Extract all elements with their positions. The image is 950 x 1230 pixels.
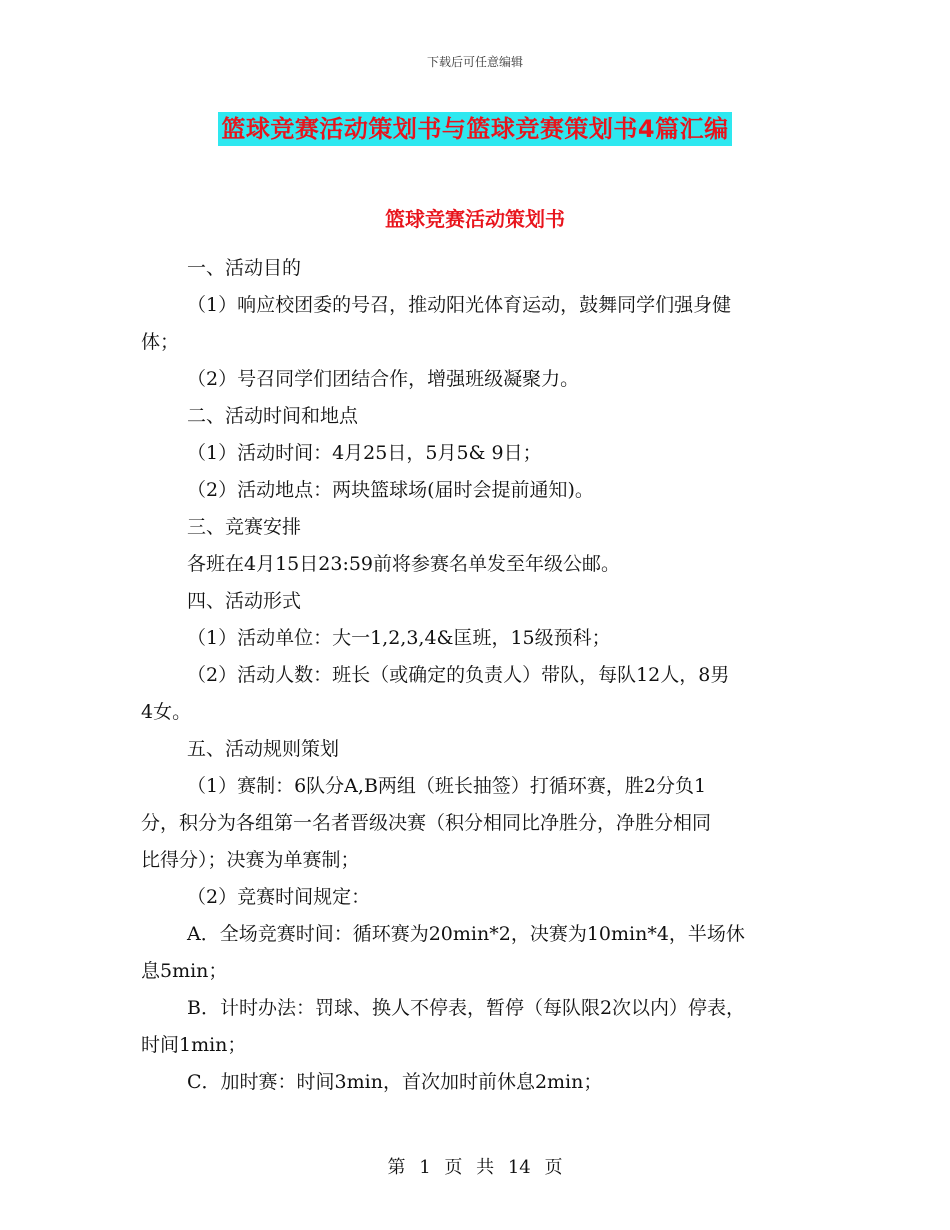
heading-rules: 五、活动规则策划 [187,738,340,760]
paragraph: （2）号召同学们团结合作，增强班级凝聚力。 [187,368,580,390]
paragraph: B．计时办法：罚球、换人不停表，暂停（每队限2次以内）停表， [187,997,746,1019]
main-title: 篮球竞赛活动策划书与篮球竞赛策划书4篇汇编 [218,112,731,146]
main-title-wrap [0,112,950,146]
paragraph: （1）活动单位：大一1,2,3,4&匡班，15级预科； [187,627,611,649]
paragraph: （1）赛制：6队分A,B两组（班长抽签）打循环赛，胜2分负1 [187,775,707,797]
paragraph: （1）响应校团委的号召，推动阳光体育运动，鼓舞同学们强身健 [187,294,732,316]
paragraph: C．加时赛：时间3min，首次加时前休息2min； [187,1071,603,1093]
heading-time-place: 二、活动时间和地点 [187,405,359,427]
paragraph-continuation: 4女。 [141,701,192,723]
heading-arrangement: 三、竞赛安排 [187,516,302,538]
paragraph: 各班在4月15日23:59前将参赛名单发至年级公邮。 [187,553,621,575]
section-title: 篮球竞赛活动策划书 [385,207,565,231]
heading-format: 四、活动形式 [187,590,302,612]
paragraph: A．全场竞赛时间：循环赛为20min*2，决赛为10min*4，半场休 [187,923,745,945]
paragraph: （1）活动时间：4月25日，5月5& 9日； [187,442,542,464]
paragraph: （2）活动人数：班长（或确定的负责人）带队，每队12人，8男 [187,664,730,686]
paragraph-continuation: 分，积分为各组第一名者晋级决赛（积分相同比净胜分，净胜分相同 [141,812,712,834]
paragraph-continuation: 时间1min； [141,1034,247,1056]
document-body [141,250,821,1101]
header-note: 下载后可任意编辑 [426,55,523,69]
paragraph: （2）竞赛时间规定： [187,886,371,908]
paragraph-continuation: 息5min； [141,960,228,982]
heading-purpose: 一、活动目的 [187,257,302,279]
paragraph-continuation: 体； [141,331,180,353]
page-footer: 第 1 页 共 14 页 [387,1157,563,1178]
paragraph-continuation: 比得分）；决赛为单赛制； [141,849,360,871]
paragraph: （2）活动地点：两块篮球场(届时会提前通知)。 [187,479,594,501]
